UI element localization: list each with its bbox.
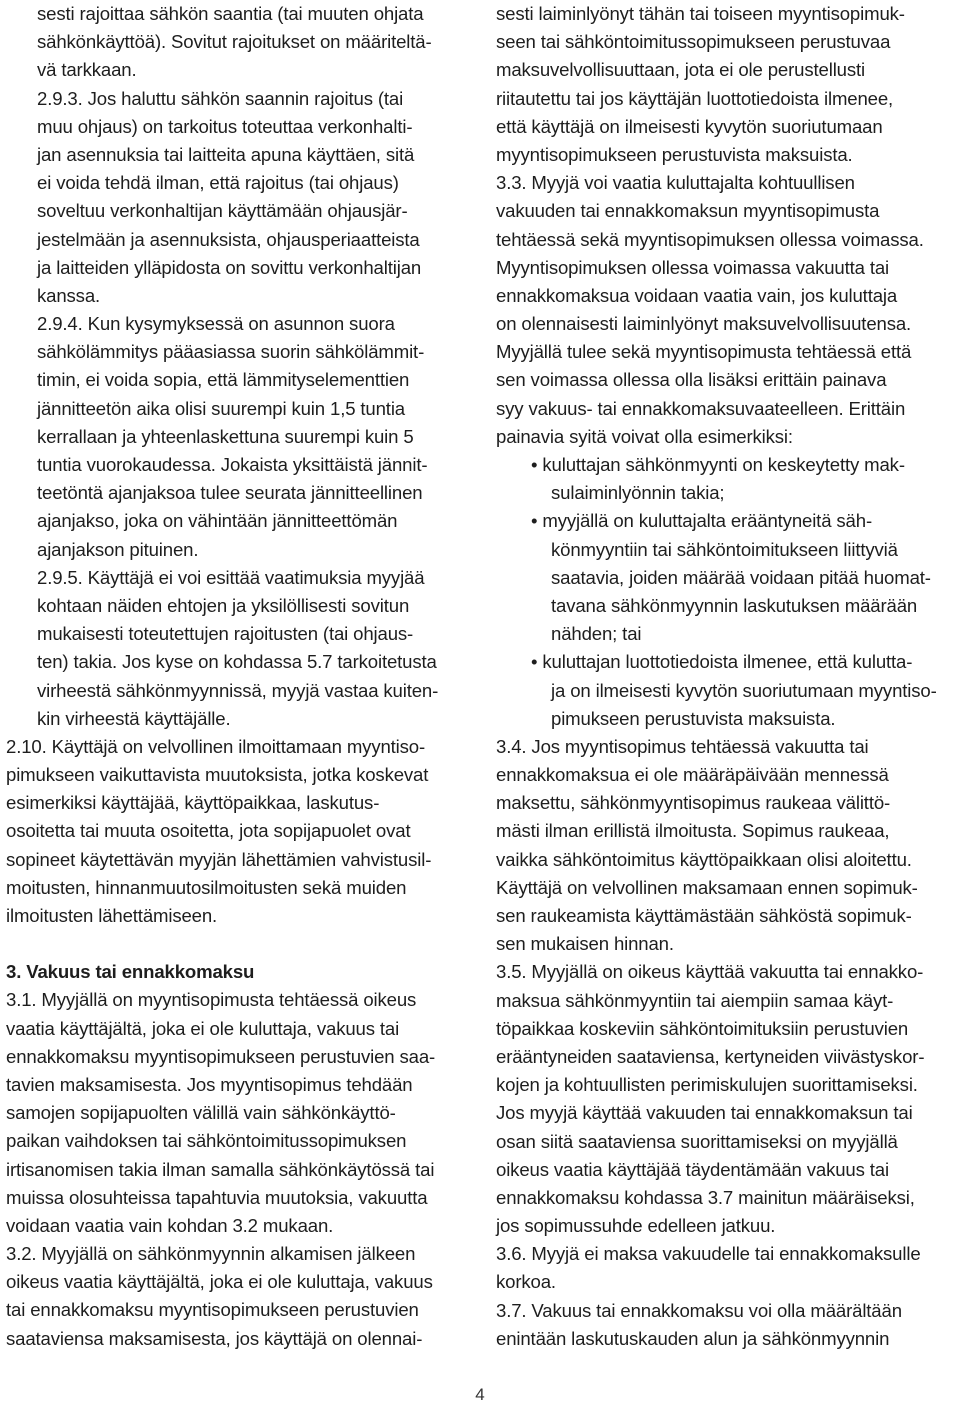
text-line: sen voimassa ollessa olla lisäksi erittäin painava (496, 369, 887, 391)
text-line: oikeus vaatia käyttäjää täydentämään vakuus tai (496, 1158, 889, 1180)
text-line: sähkönkäyttöä). Sovitut rajoitukset on määriteltä- (37, 31, 432, 53)
text-line: ennakkomaksua ei ole määräpäivään mennessä (496, 764, 889, 786)
list-item (496, 648, 956, 733)
text-line: syy vakuus- tai ennakkomaksuvaateelleen. Erittäin (496, 397, 906, 419)
text-line: vä tarkkaan. (37, 59, 137, 81)
text-line: vaatia käyttäjältä, joka ei ole kuluttaja, vakuus tai (6, 1017, 400, 1039)
text-line: pimukseen vaikuttavista muutoksista, jotka koskevat (6, 764, 429, 786)
text-line: mukaisesti toteutettujen rajoitusten (tai ohjaus- (37, 623, 414, 645)
bullet-continuation: ja on ilmeisesti kyvytön suoriutumaan myyntiso- (551, 679, 937, 701)
text-line: sähkölämmitys pääasiassa suorin sähkölämmit- (37, 341, 425, 363)
bullet-continuation: sulaiminlyönnin takia; (551, 482, 725, 504)
text-line: sopineet käytettävän myyjän lähettämien vahvistusil- (6, 848, 432, 870)
text-line: sen raukeamista käyttämästään sähköstä sopimuk- (496, 905, 912, 926)
text-line: tuntia vuorokaudessa. Jokaista yksittäistä jännit- (37, 454, 428, 475)
text-line: kojen ja kohtuullisten perimiskulujen suorittamiseksi. (496, 1074, 918, 1096)
text-line: mästi ilman erillistä ilmoitusta. Sopimus raukeaa, (496, 820, 890, 842)
text-line: ten) takia. Jos kyse on kohdassa 5.7 tarkoitetusta (37, 651, 437, 673)
text-line: osan siitä saataviensa suorittamiseksi on myyjällä (496, 1130, 898, 1152)
text-line: tai ennakkomaksu myyntisopimukseen perustuvien (6, 1299, 419, 1321)
left-block-b (6, 733, 474, 930)
right-block-a (496, 0, 956, 451)
text-line: ilmoitusten lähettämiseen. (6, 905, 218, 926)
left-block-c (6, 986, 474, 1352)
bullet-continuation: pimukseen perustuvista maksuista. (551, 707, 836, 729)
text-line: saataviensa maksamisesta, jos käyttäjä on olennai- (6, 1327, 423, 1349)
text-line: muu ohjaus) on tarkoitus toteuttaa verkonhalti- (37, 115, 413, 137)
text-line: maksuvelvollisuuttaan, jota ei ole perustellusti (496, 59, 866, 81)
bullet-line: • myyjällä on kuluttajalta erääntyneitä säh- (531, 510, 872, 532)
text-line: on olennaisesti laiminlyönyt maksuvelvollisuutensa. (496, 313, 912, 335)
text-line: ennakkomaksu myyntisopimukseen perustuvien saa- (6, 1045, 436, 1067)
bullet-continuation: saatavia, joiden määrää voidaan pitää huomat- (551, 566, 931, 588)
text-line: Käyttäjä on velvollinen maksamaan ennen sopimuk- (496, 876, 918, 898)
text-line: 2.10. Käyttäjä on velvollinen ilmoittamaan myyntiso- (6, 735, 426, 757)
text-line: riitautettu tai jos käyttäjän luottotiedoista ilmenee, (496, 87, 894, 109)
text-line: töpaikkaa koskeviin sähköntoimituksiin perustuvien (496, 1017, 909, 1039)
text-line: 3.5. Myyjällä on oikeus käyttää vakuutta tai ennakko- (496, 961, 924, 983)
text-line: irtisanomisen takia ilman samalla sähkönkäytössä tai (6, 1158, 435, 1180)
bullet-continuation: könmyyntiin tai sähköntoimitukseen liittyviä (551, 538, 898, 560)
text-line: tehtäessä sekä myyntisopimuksen ollessa voimassa. (496, 228, 924, 250)
text-line: 2.9.3. Jos haluttu sähkön saannin rajoitus (tai (37, 87, 404, 109)
text-line: enintään laskutuskauden alun ja sähkönmyynnin (496, 1327, 890, 1349)
text-line: myyntisopimukseen perustuvista maksuista. (496, 143, 853, 165)
bullet-continuation: tavana sähkönmyynnin laskutuksen määrään (551, 594, 918, 616)
text-line: muissa olosuhteissa tapahtuvia muutoksia, vakuutta (6, 1186, 428, 1208)
text-line: tavien maksamisesta. Jos myyntisopimus tehdään (6, 1073, 413, 1095)
text-line: ennakkomaksu kohdassa 3.7 mainitun määräiseksi, (496, 1186, 915, 1208)
page-number: 4 (475, 1385, 485, 1404)
text-line: 2.9.4. Kun kysymyksessä on asunnon suora (37, 313, 395, 335)
text-line: voidaan vaatia vain kohdan 3.2 mukaan. (6, 1214, 334, 1236)
text-line: Jos myyjä käyttää vakuuden tai ennakkomaksun tai (496, 1102, 913, 1124)
list-item (496, 507, 956, 648)
text-line: 3.4. Jos myyntisopimus tehtäessä vakuutta tai (496, 735, 869, 757)
text-line: vakuuden tai ennakkomaksun myyntisopimusta (496, 200, 880, 222)
text-line: kerrallaan ja yhteenlaskettuna suurempi kuin 5 (37, 425, 414, 447)
bullet-list (496, 451, 956, 733)
text-line: ennakkomaksua voidaan vaatia vain, jos kuluttaja (496, 284, 898, 306)
text-line: samojen sopijapuolten välillä vain sähkönkäyttö- (6, 1102, 396, 1124)
text-line: maksettu, sähkönmyyntisopimus raukeaa välittö- (496, 792, 891, 814)
text-line: jan asennuksia tai laitteita apuna käyttäen, sitä (37, 143, 415, 165)
section-heading: 3. Vakuus tai ennakkomaksu (6, 961, 255, 983)
text-line: soveltuu verkonhaltijan käyttämään ohjausjär- (37, 200, 408, 222)
text-line: 3.7. Vakuus tai ennakkomaksu voi olla määrältään (496, 1299, 902, 1321)
text-line: jestelmään ja asennuksista, ohjausperiaatteista (37, 228, 420, 250)
text-line: että käyttäjä on ilmeisesti kyvytön suoriutumaan (496, 115, 883, 137)
bullet-continuation: nähden; tai (551, 623, 642, 645)
left-column (6, 0, 474, 1353)
text-line: maksua sähkönmyyntiin tai aiempiin samaa käyt- (496, 989, 894, 1011)
text-line: 3.3. Myyjä voi vaatia kuluttajalta kohtuullisen (496, 172, 855, 194)
text-line: Myyntisopimuksen ollessa voimassa vakuutta tai (496, 256, 890, 278)
bullet-line: • kuluttajan sähkönmyynti on keskeytetty mak- (531, 454, 905, 475)
text-line: Myyjällä tulee sekä myyntisopimusta tehtäessä että (496, 341, 912, 363)
text-line: timin, ei voida sopia, että lämmityselementtien (37, 369, 410, 391)
text-line: kanssa. (37, 284, 101, 306)
text-line: sesti rajoittaa sähkön saantia (tai muuten ohjata (37, 3, 424, 24)
text-line: 3.2. Myyjällä on sähkönmyynnin alkamisen jälkeen (6, 1243, 416, 1265)
text-line: jännitteetön aika olisi suurempi kuin 1,5 tuntia (37, 397, 405, 419)
left-block-a (6, 0, 474, 733)
text-line: seen tai sähköntoimitussopimukseen perustuvaa (496, 31, 891, 53)
text-line: moitusten, hinnanmuutosilmoitusten sekä muiden (6, 876, 407, 898)
text-line: kohtaan näiden ehtojen ja yksilöllisesti sovitun (37, 594, 410, 616)
right-column (496, 0, 956, 1353)
text-line: korkoa. (496, 1271, 556, 1293)
text-line: oikeus vaatia käyttäjältä, joka ei ole kuluttaja, vakuus (6, 1271, 433, 1293)
text-line: 2.9.5. Käyttäjä ei voi esittää vaatimuksia myyjää (37, 566, 425, 588)
text-line: sesti laiminlyönyt tähän tai toiseen myyntisopimuk- (496, 3, 905, 24)
text-line: virheestä sähkönmyynnissä, myyjä vastaa kuiten- (37, 679, 439, 701)
text-line: 3.1. Myyjällä on myyntisopimusta tehtäessä oikeus (6, 989, 417, 1011)
text-line: erääntyneiden saataviensa, kertyneiden viivästyskor- (496, 1045, 925, 1067)
text-line: ajanjakso, joka on vähintään jännitteettömän (37, 510, 398, 532)
text-line: painavia syitä voivat olla esimerkiksi: (496, 425, 793, 447)
section-gap (6, 930, 474, 958)
text-line: paikan vaihdoksen tai sähköntoimitussopimuksen (6, 1130, 407, 1152)
text-line: ei voida tehdä ilman, että rajoitus (tai ohjaus) (37, 172, 399, 194)
text-line: sen mukaisen hinnan. (496, 933, 674, 955)
bullet-line: • kuluttajan luottotiedoista ilmenee, että kulutta- (531, 651, 913, 673)
text-line: osoitetta tai muuta osoitetta, jota sopijapuolet ovat (6, 820, 411, 842)
text-line: 3.6. Myyjä ei maksa vakuudelle tai ennakkomaksulle (496, 1243, 921, 1265)
text-line: teetöntä ajanjaksoa tulee seurata jännitteellinen (37, 482, 423, 504)
right-block-b (496, 733, 956, 1353)
text-line: kin virheestä käyttäjälle. (37, 707, 231, 729)
text-line: ja laitteiden ylläpidosta on sovittu verkonhaltijan (37, 256, 422, 278)
text-line: esimerkiksi käyttäjää, käyttöpaikkaa, laskutus- (6, 792, 380, 814)
list-item (496, 451, 956, 507)
text-line: ajanjakson pituinen. (37, 538, 199, 560)
text-line: vaikka sähköntoimitus käyttöpaikkaan olisi aloitettu. (496, 848, 912, 870)
text-line: jos sopimussuhde edelleen jatkuu. (496, 1215, 776, 1237)
